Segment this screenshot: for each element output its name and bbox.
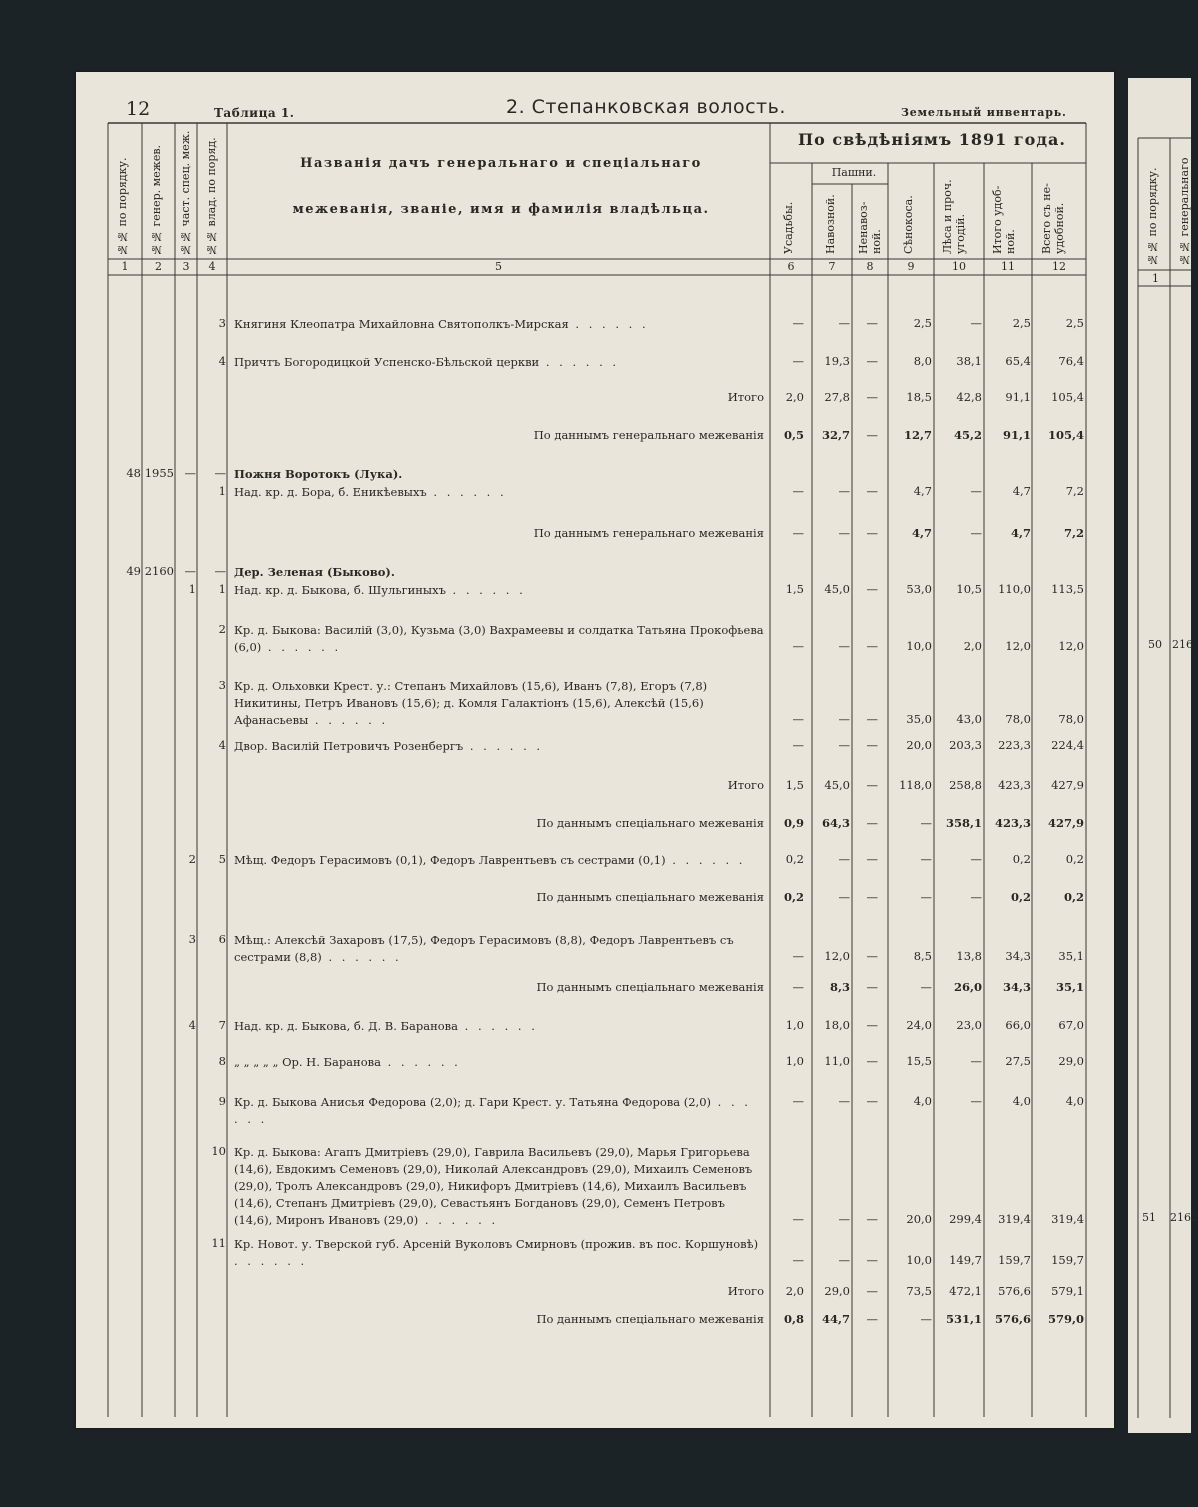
value-cell-col-9: 4,7	[911, 526, 932, 540]
value-cell-col-9: 2,5	[913, 316, 932, 330]
leader-dots: . . . . . .	[426, 485, 507, 499]
value-cell-col-11: 423,3	[998, 778, 1031, 792]
value-cell-col-9: 20,0	[906, 738, 932, 752]
column-number-8: 8	[866, 260, 874, 273]
names-header-line1: Названія дачъ генеральнаго и спеціальнаго	[300, 156, 702, 171]
value-cell-col-12: 319,4	[1051, 1212, 1084, 1226]
leader-dots: . . . . . .	[458, 1019, 538, 1033]
row-n4-cell: 8	[218, 1054, 226, 1068]
value-cell-col-8: —	[866, 1054, 878, 1068]
value-cell-col-10: —	[970, 890, 982, 904]
value-cell-col-11: 4,7	[1012, 484, 1031, 498]
value-cell-col-10: 149,7	[949, 1253, 982, 1267]
value-cell-col-8: —	[866, 639, 878, 653]
value-cell-col-6: 2,0	[785, 1284, 804, 1298]
value-cell-col-9: 4,7	[913, 484, 932, 498]
senokosa-header: Сѣнокоса.	[902, 195, 915, 254]
next-col-header-1: №№ по порядку.	[1146, 167, 1159, 266]
column-number-5: 5	[495, 260, 502, 273]
leader-dots: . . . . . .	[261, 640, 342, 654]
value-cell-col-10: 10,5	[956, 582, 982, 596]
value-cell-col-9: 12,7	[903, 428, 932, 442]
row-n2-cell: 2160	[144, 564, 174, 578]
value-cell-col-10: 26,0	[953, 980, 982, 994]
value-cell-col-6: 0,2	[783, 890, 804, 904]
value-cell-col-6: 0,2	[785, 852, 804, 866]
value-cell-col-11: 576,6	[994, 1312, 1031, 1326]
leader-dots: . . . . . .	[418, 1213, 499, 1227]
owner-name: Мѣщ. Федоръ Герасимовъ (0,1), Федоръ Лаврентьевъ съ сестрами (0,1) . . . . . .	[234, 853, 746, 867]
value-cell-col-9: 10,0	[906, 639, 932, 653]
value-cell-col-11: 4,0	[1012, 1094, 1031, 1108]
row-n3-cell: 4	[188, 1018, 196, 1032]
value-cell-col-7: —	[838, 890, 850, 904]
value-cell-col-11: 65,4	[1005, 354, 1031, 368]
owner-name: Над. кр. д. Быкова, б. Шульгиныхъ . . . . . .	[234, 583, 526, 597]
nenavoznoi-header: Ненавоз-ной.	[857, 201, 883, 254]
value-cell-col-12: 105,4	[1051, 390, 1084, 404]
value-cell-col-8: —	[866, 712, 878, 726]
value-cell-col-12: 67,0	[1058, 1018, 1084, 1032]
owner-name: Кр. д. Быкова: Агапъ Дмитріевъ (29,0), Гаврила Васильевъ (29,0), Марья Григорьева (14,6), Евдокимъ Семеновъ (29,0), Николай Александровъ (29,0), Михаилъ Семеновъ (29,0), Тролъ Александровъ (29,0), Никифоръ Дмитріевъ (14,6), Михаилъ Васильевъ (14,6), Степанъ Дмитріевъ (29,0), Севастьянъ Богдановъ (29,0), Семенъ Петровъ (14,6), Миронъ Ивановъ (29,0) . . . . . .	[234, 1145, 753, 1227]
row-n4-cell: 10	[211, 1144, 226, 1158]
value-cell-col-10: 38,1	[956, 354, 982, 368]
value-cell-col-9: —	[920, 816, 932, 830]
value-cell-col-7: 29,0	[824, 1284, 850, 1298]
value-cell-col-10: 531,1	[945, 1312, 982, 1326]
value-cell-col-9: 15,5	[906, 1054, 932, 1068]
value-cell-col-7: 19,3	[824, 354, 850, 368]
owner-name: Кр. д. Быкова Анисья Федорова (2,0); д. Гари Крест. у. Татьяна Федорова (2,0) . . . . . .	[234, 1095, 751, 1126]
value-cell-col-11: 223,3	[998, 738, 1031, 752]
row-n4-cell: 5	[218, 852, 226, 866]
value-cell-col-11: 78,0	[1005, 712, 1031, 726]
value-cell-col-11: 110,0	[998, 582, 1031, 596]
next-row-51-gen: 2162	[1170, 1211, 1198, 1224]
value-cell-col-8: —	[866, 316, 878, 330]
value-cell-col-10: 13,8	[956, 949, 982, 963]
survey-total-label: По даннымъ спеціальнаго межеванія	[536, 1312, 764, 1326]
value-cell-col-7: 32,7	[821, 428, 850, 442]
value-cell-col-10: 358,1	[945, 816, 982, 830]
value-cell-col-9: 8,0	[913, 354, 932, 368]
next-col-number: 1	[1152, 272, 1159, 285]
leader-dots: . . . . . .	[539, 355, 620, 369]
col-header-2: №№ генер. межев.	[150, 144, 163, 256]
survey-total-label: По даннымъ спеціальнаго межеванія	[536, 816, 764, 830]
value-cell-col-7: 27,8	[824, 390, 850, 404]
value-cell-col-9: 10,0	[906, 1253, 932, 1267]
value-cell-col-11: 34,3	[1005, 949, 1031, 963]
value-cell-col-6: —	[792, 526, 804, 540]
value-cell-col-8: —	[866, 816, 878, 830]
row-n4-cell: 7	[218, 1018, 226, 1032]
value-cell-col-12: 7,2	[1063, 526, 1084, 540]
value-cell-col-12: 0,2	[1065, 852, 1084, 866]
year-header: По свѣдѣніямъ 1891 года.	[798, 130, 1066, 149]
next-row-51: 51	[1142, 1211, 1156, 1224]
owner-name: Кр. Новот. у. Тверской губ. Арсеній Вуколовъ Смирновъ (прожив. въ пос. Коршуновѣ) . . . . . .	[234, 1237, 759, 1268]
survey-total-label: По даннымъ генеральнаго межеванія	[533, 526, 764, 540]
value-cell-col-9: 118,0	[899, 778, 932, 792]
volost-title: 2. Степанковская волость.	[506, 96, 786, 118]
row-n4-cell: 2	[218, 622, 226, 636]
value-cell-col-12: 7,2	[1065, 484, 1084, 498]
value-cell-col-7: —	[838, 852, 850, 866]
column-number-3: 3	[182, 260, 190, 273]
row-n4-cell: —	[214, 564, 226, 578]
navoznoi-header: Навозной.	[824, 194, 837, 254]
row-n4-cell: 6	[218, 932, 226, 946]
value-cell-col-8: —	[866, 980, 878, 994]
value-cell-col-11: 159,7	[998, 1253, 1031, 1267]
value-cell-col-12: 76,4	[1058, 354, 1084, 368]
row-n3-cell: —	[184, 466, 196, 480]
value-cell-col-7: 64,3	[821, 816, 850, 830]
value-cell-col-6: —	[792, 316, 804, 330]
value-cell-col-6: —	[792, 1253, 804, 1267]
row-n4-cell: 9	[218, 1094, 226, 1108]
value-cell-col-9: —	[920, 890, 932, 904]
row-n4-cell: 3	[218, 678, 226, 692]
value-cell-col-12: 35,1	[1055, 980, 1084, 994]
value-cell-col-11: 91,1	[1002, 428, 1031, 442]
value-cell-col-7: —	[838, 484, 850, 498]
value-cell-col-6: —	[792, 980, 804, 994]
value-cell-col-12: 427,9	[1047, 816, 1084, 830]
value-cell-col-12: 4,0	[1065, 1094, 1084, 1108]
value-cell-col-7: 18,0	[824, 1018, 850, 1032]
value-cell-col-6: 0,8	[783, 1312, 804, 1326]
value-cell-col-8: —	[866, 526, 878, 540]
value-cell-col-6: —	[792, 639, 804, 653]
value-cell-col-10: 472,1	[949, 1284, 982, 1298]
col-header-4: №№ влад. по поряд.	[205, 137, 218, 256]
subtotal-label: Итого	[727, 778, 764, 792]
survey-total-label: По даннымъ спеціальнаго межеванія	[536, 890, 764, 904]
column-number-4: 4	[208, 260, 216, 273]
value-cell-col-7: —	[838, 639, 850, 653]
next-row-50: 50	[1148, 638, 1162, 651]
value-cell-col-10: —	[970, 852, 982, 866]
ledger-page	[76, 72, 1114, 1428]
value-cell-col-6: 1,0	[785, 1054, 804, 1068]
value-cell-col-11: 34,3	[1002, 980, 1031, 994]
owner-name: „ „ „ „ „ Ор. Н. Баранова . . . . . .	[234, 1055, 461, 1069]
value-cell-col-8: —	[866, 390, 878, 404]
value-cell-col-10: —	[970, 316, 982, 330]
value-cell-col-8: —	[866, 1253, 878, 1267]
row-n3-cell: 3	[188, 932, 196, 946]
leader-dots: . . . . . .	[234, 1095, 751, 1126]
value-cell-col-8: —	[866, 354, 878, 368]
estate-heading: Дер. Зеленая (Быково).	[234, 565, 395, 579]
value-cell-col-7: —	[838, 738, 850, 752]
value-cell-col-6: —	[792, 354, 804, 368]
value-cell-col-11: 0,2	[1010, 890, 1031, 904]
value-cell-col-10: 43,0	[956, 712, 982, 726]
usadby-header: Усадьбы.	[782, 201, 795, 254]
value-cell-col-12: 0,2	[1063, 890, 1084, 904]
owner-name: Двор. Василій Петровичъ Розенбергъ . . . . . .	[234, 739, 544, 753]
value-cell-col-8: —	[866, 949, 878, 963]
value-cell-col-8: —	[866, 852, 878, 866]
value-cell-col-7: 8,3	[829, 980, 850, 994]
value-cell-col-12: 35,1	[1058, 949, 1084, 963]
value-cell-col-9: 35,0	[906, 712, 932, 726]
leader-dots: . . . . . .	[463, 739, 544, 753]
survey-total-label: По даннымъ спеціальнаго межеванія	[536, 980, 764, 994]
value-cell-col-7: —	[838, 526, 850, 540]
owner-name: Над. кр. д. Бора, б. Еникѣевыхъ . . . . . .	[234, 485, 507, 499]
value-cell-col-10: —	[970, 484, 982, 498]
value-cell-col-6: 1,5	[785, 778, 804, 792]
next-page-edge	[1128, 78, 1198, 1433]
value-cell-col-9: —	[920, 1312, 932, 1326]
value-cell-col-10: 2,0	[963, 639, 982, 653]
value-cell-col-11: 66,0	[1005, 1018, 1031, 1032]
pashni-header: Пашни.	[831, 166, 877, 179]
value-cell-col-12: 224,4	[1051, 738, 1084, 752]
leader-dots: . . . . . .	[321, 950, 402, 964]
value-cell-col-8: —	[866, 582, 878, 596]
value-cell-col-12: 12,0	[1058, 639, 1084, 653]
value-cell-col-7: —	[838, 316, 850, 330]
column-number-7: 7	[828, 260, 836, 273]
value-cell-col-6: —	[792, 1212, 804, 1226]
value-cell-col-12: 579,0	[1047, 1312, 1084, 1326]
row-n4-cell: 3	[218, 316, 226, 330]
names-header-line2: межеванія, званіе, имя и фамилія владѣльца.	[292, 202, 710, 217]
value-cell-col-6: 0,9	[783, 816, 804, 830]
value-cell-col-10: 203,3	[949, 738, 982, 752]
value-cell-col-12: 2,5	[1065, 316, 1084, 330]
col-header-1: №№ по порядку.	[116, 157, 129, 256]
value-cell-col-7: 12,0	[824, 949, 850, 963]
value-cell-col-9: —	[920, 852, 932, 866]
owner-name: Княгиня Клеопатра Михайловна Святополкъ-Мирская . . . . . .	[234, 317, 649, 331]
leader-dots: . . . . . .	[665, 853, 746, 867]
value-cell-col-10: 299,4	[949, 1212, 982, 1226]
row-n4-cell: 4	[218, 354, 226, 368]
next-page-grid	[1128, 78, 1191, 1433]
owner-name: Причтъ Богородицкой Успенско-Бѣльской церкви . . . . . .	[234, 355, 620, 369]
value-cell-col-8: —	[866, 1094, 878, 1108]
row-n3-cell: 2	[188, 852, 196, 866]
leader-dots: . . . . . .	[445, 583, 526, 597]
value-cell-col-10: 42,8	[956, 390, 982, 404]
value-cell-col-7: —	[838, 712, 850, 726]
value-cell-col-10: —	[970, 1094, 982, 1108]
column-number-12: 12	[1052, 260, 1066, 273]
value-cell-col-9: 53,0	[906, 582, 932, 596]
value-cell-col-9: 4,0	[913, 1094, 932, 1108]
value-cell-col-6: 2,0	[785, 390, 804, 404]
value-cell-col-7: —	[838, 1094, 850, 1108]
leader-dots: . . . . . .	[308, 713, 389, 727]
page-number: 12	[126, 98, 151, 120]
value-cell-col-8: —	[866, 428, 878, 442]
lesa-header: Лѣса и проч. угодій.	[941, 179, 967, 254]
value-cell-col-8: —	[866, 738, 878, 752]
value-cell-col-12: 427,9	[1051, 778, 1084, 792]
row-n3-cell: —	[184, 564, 196, 578]
value-cell-col-9: 73,5	[906, 1284, 932, 1298]
value-cell-col-9: —	[920, 980, 932, 994]
value-cell-col-9: 18,5	[906, 390, 932, 404]
value-cell-col-6: —	[792, 712, 804, 726]
value-cell-col-7: —	[838, 1212, 850, 1226]
row-n4-cell: —	[214, 466, 226, 480]
next-row-50-gen: 216	[1172, 638, 1193, 651]
value-cell-col-6: —	[792, 484, 804, 498]
owner-name: Мѣщ.: Алексѣй Захаровъ (17,5), Федоръ Герасимовъ (8,8), Федоръ Лаврентьевъ съ сестрами (8,8) . . . . . .	[234, 933, 734, 964]
row-n4-cell: 1	[218, 484, 226, 498]
row-n4-cell: 11	[211, 1236, 226, 1250]
value-cell-col-6: —	[792, 1094, 804, 1108]
value-cell-col-6: 0,5	[783, 428, 804, 442]
column-number-9: 9	[907, 260, 915, 273]
value-cell-col-11: 12,0	[1005, 639, 1031, 653]
value-cell-col-11: 27,5	[1005, 1054, 1031, 1068]
value-cell-col-8: —	[866, 778, 878, 792]
value-cell-col-9: 8,5	[913, 949, 932, 963]
value-cell-col-8: —	[866, 890, 878, 904]
value-cell-col-12: 579,1	[1051, 1284, 1084, 1298]
column-number-10: 10	[952, 260, 966, 273]
row-n1-cell: 48	[126, 466, 141, 480]
value-cell-col-12: 113,5	[1051, 582, 1084, 596]
value-cell-col-7: —	[838, 1253, 850, 1267]
subtotal-label: Итого	[727, 390, 764, 404]
value-cell-col-10: —	[970, 526, 982, 540]
row-n4-cell: 1	[218, 582, 226, 596]
inventory-label: Земельный инвентарь.	[901, 106, 1067, 119]
value-cell-col-12: 78,0	[1058, 712, 1084, 726]
subtotal-label: Итого	[727, 1284, 764, 1298]
row-n4-cell: 4	[218, 738, 226, 752]
value-cell-col-9: 20,0	[906, 1212, 932, 1226]
next-col-header-2: №№ генеральнаго	[1178, 157, 1191, 266]
value-cell-col-6: 1,5	[785, 582, 804, 596]
owner-name: Кр. д. Ольховки Крест. у.: Степанъ Михайловъ (15,6), Иванъ (7,8), Егоръ (7,8) Никитины, Петръ Ивановъ (15,6); д. Комля Галактіонъ (15,6), Алексѣй (15,6) Афанасьевы . . . . . .	[234, 679, 708, 727]
value-cell-col-11: 319,4	[998, 1212, 1031, 1226]
value-cell-col-11: 4,7	[1010, 526, 1031, 540]
column-number-2: 2	[155, 260, 162, 273]
value-cell-col-9: 24,0	[906, 1018, 932, 1032]
row-n2-cell: 1955	[144, 466, 174, 480]
value-cell-col-7: 11,0	[824, 1054, 850, 1068]
column-number-6: 6	[787, 260, 795, 273]
value-cell-col-11: 2,5	[1012, 316, 1031, 330]
value-cell-col-8: —	[866, 1312, 878, 1326]
value-cell-col-10: 258,8	[949, 778, 982, 792]
row-n3-cell: 1	[188, 582, 196, 596]
value-cell-col-6: —	[792, 738, 804, 752]
value-cell-col-6: —	[792, 949, 804, 963]
value-cell-col-10: 45,2	[953, 428, 982, 442]
value-cell-col-12: 105,4	[1047, 428, 1084, 442]
col-header-3: №№ част. спец. меж.	[179, 130, 192, 256]
value-cell-col-8: —	[866, 484, 878, 498]
value-cell-col-8: —	[866, 1212, 878, 1226]
value-cell-col-8: —	[866, 1018, 878, 1032]
row-n1-cell: 49	[126, 564, 141, 578]
value-cell-col-11: 423,3	[994, 816, 1031, 830]
column-number-11: 11	[1001, 260, 1015, 273]
leader-dots: . . . . . .	[234, 1254, 308, 1268]
owner-name: Кр. д. Быкова: Василій (3,0), Кузьма (3,0) Вахрамеевы и солдатка Татьяна Прокофьева (6,0) . . . . . .	[234, 623, 764, 654]
value-cell-col-10: —	[970, 1054, 982, 1068]
value-cell-col-7: 45,0	[824, 778, 850, 792]
owner-name: Над. кр. д. Быкова, б. Д. В. Баранова . . . . . .	[234, 1019, 538, 1033]
value-cell-col-8: —	[866, 1284, 878, 1298]
value-cell-col-10: 23,0	[956, 1018, 982, 1032]
value-cell-col-12: 29,0	[1058, 1054, 1084, 1068]
value-cell-col-12: 159,7	[1051, 1253, 1084, 1267]
value-cell-col-7: 44,7	[821, 1312, 850, 1326]
value-cell-col-11: 576,6	[998, 1284, 1031, 1298]
value-cell-col-11: 0,2	[1012, 852, 1031, 866]
column-number-1: 1	[121, 260, 129, 273]
estate-heading: Пожня Воротокъ (Лука).	[234, 467, 403, 481]
value-cell-col-11: 91,1	[1005, 390, 1031, 404]
itogo-udob-header: Итого удоб-ной.	[991, 185, 1017, 254]
survey-total-label: По даннымъ генеральнаго межеванія	[533, 428, 764, 442]
vsego-header: Всего съ не-удобной.	[1040, 183, 1066, 254]
value-cell-col-7: 45,0	[824, 582, 850, 596]
leader-dots: . . . . . .	[568, 317, 649, 331]
leader-dots: . . . . . .	[380, 1055, 461, 1069]
value-cell-col-6: 1,0	[785, 1018, 804, 1032]
table-label: Таблица 1.	[214, 106, 295, 120]
